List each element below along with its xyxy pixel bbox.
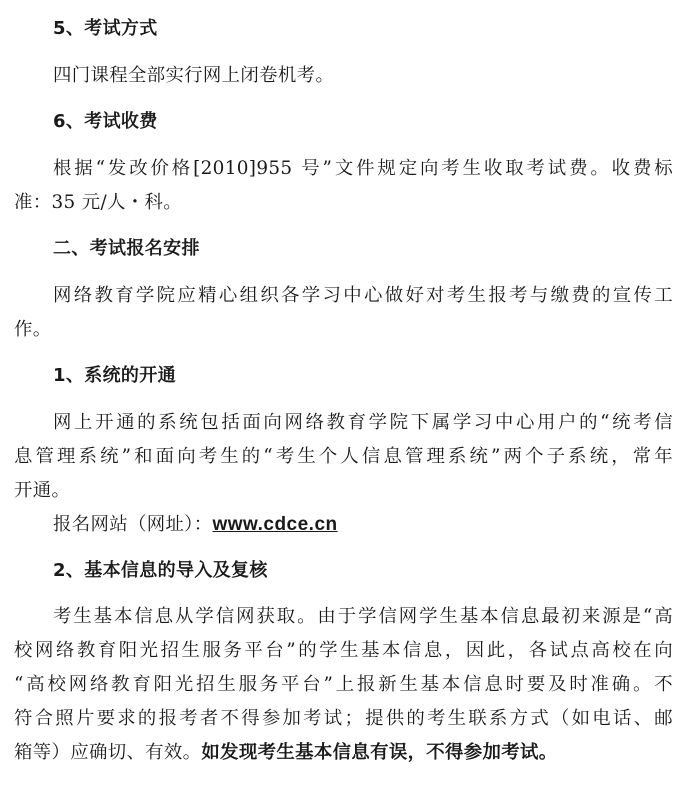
- heading-exam-method: 5、考试方式: [53, 18, 158, 39]
- paragraph-basic-info-line4: 符合照片要求的报考者不得参加考试；提供的考生联系方式（如电话、邮: [14, 708, 673, 729]
- paragraph-basic-info-line3: “高校网络教育阳光招生服务平台”上报新生基本信息时要及时准确。不: [14, 674, 673, 695]
- paragraph-basic-info-line2: 校网络教育阳光招生服务平台”的学生基本信息，因此，各试点高校在向: [14, 640, 673, 661]
- paragraph-system-line1: 网上开通的系统包括面向网络教育学院下属学习中心用户的“统考信: [53, 412, 673, 433]
- heading-exam-fee: 6、考试收费: [53, 111, 158, 132]
- paragraph-registration-line2: 作。: [14, 319, 52, 340]
- paragraph-exam-method: 四门课程全部实行网上闭卷机考。: [53, 65, 335, 86]
- paragraph-basic-info-line5: [0, 739, 687, 767]
- paragraph-registration-line1: 网络教育学院应精心组织各学习中心做好对考生报考与缴费的宣传工: [53, 285, 673, 306]
- paragraph-exam-fee-line2: 准：35 元/人・科。: [14, 192, 183, 213]
- registration-website-link[interactable]: www.cdce.cn: [212, 514, 338, 535]
- registration-website-label: 报名网站（网址）：: [53, 514, 213, 535]
- basic-info-requirement-text: 箱等）应确切、有效。: [14, 742, 202, 763]
- registration-website-row: [0, 511, 687, 539]
- paragraph-basic-info-line1: 考生基本信息从学信网获取。由于学信网学生基本信息最初来源是“高: [53, 606, 673, 627]
- basic-info-warning-text: 如发现考生基本信息有误，不得参加考试。: [201, 742, 558, 763]
- paragraph-exam-fee-line1: 根据“发改价格[2010]955 号”文件规定向考生收取考试费。收费标: [53, 158, 673, 179]
- heading-basic-info-import: 2、基本信息的导入及复核: [53, 560, 268, 581]
- paragraph-system-line3: 开通。: [14, 480, 71, 501]
- heading-registration-arrangement: 二、考试报名安排: [53, 238, 200, 259]
- heading-system-opening: 1、系统的开通: [53, 365, 176, 386]
- paragraph-system-line2: 息管理系统”和面向考生的“考生个人信息管理系统”两个子系统，常年: [14, 446, 673, 467]
